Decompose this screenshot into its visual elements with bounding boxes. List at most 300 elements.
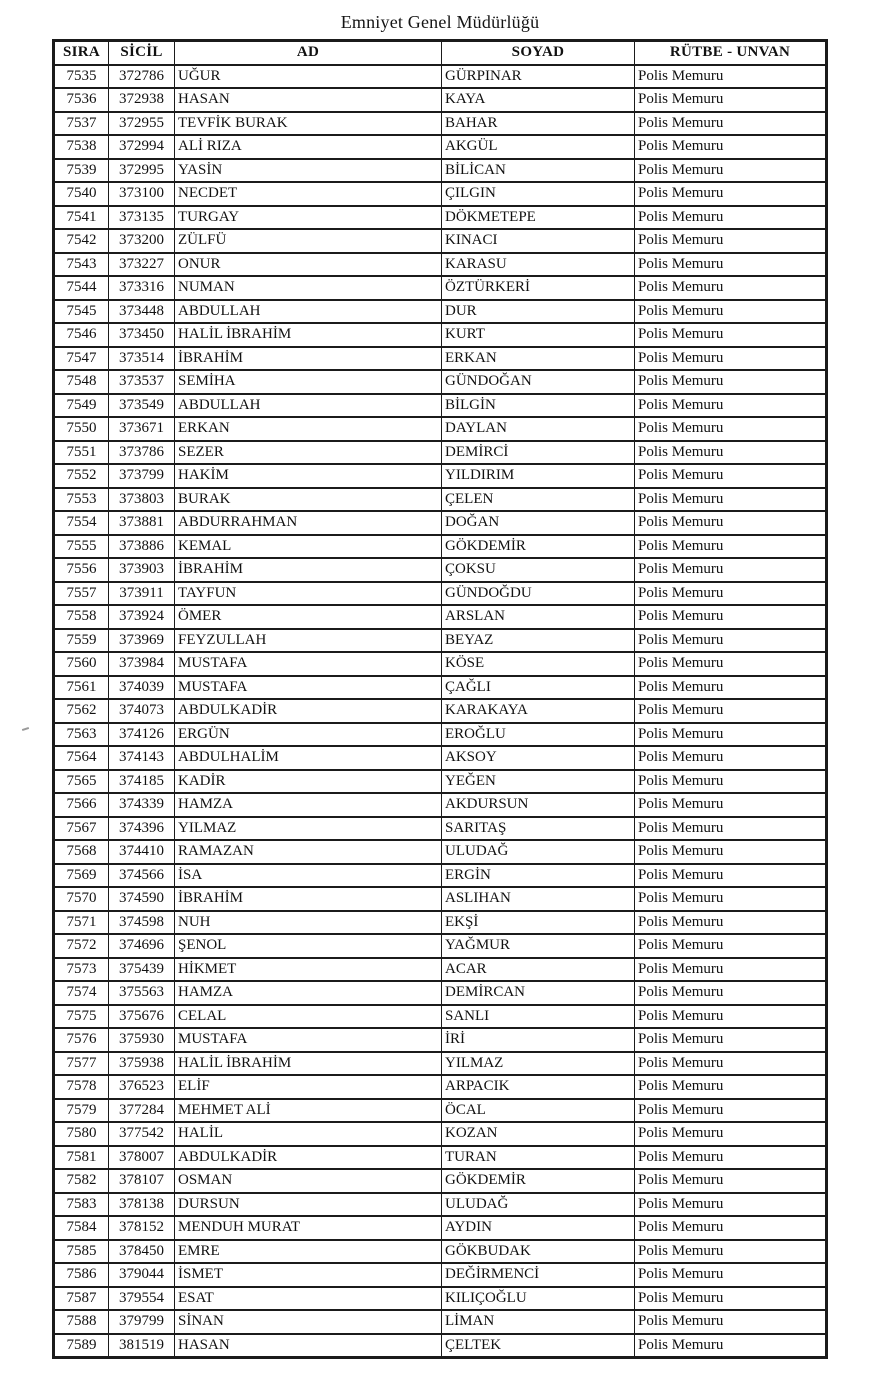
rutbe-unvan-cell: Polis Memuru bbox=[635, 159, 827, 183]
rutbe-unvan-cell: Polis Memuru bbox=[635, 1028, 827, 1052]
table-row bbox=[54, 65, 827, 89]
soyad-cell: DEMİRCİ bbox=[442, 441, 635, 465]
table-row bbox=[54, 699, 827, 723]
sicil-cell: 373969 bbox=[109, 629, 175, 653]
sira-cell: 7542 bbox=[54, 229, 109, 253]
sicil-cell: 374185 bbox=[109, 770, 175, 794]
table-row bbox=[54, 1216, 827, 1240]
sicil-cell: 374126 bbox=[109, 723, 175, 747]
rutbe-unvan-cell: Polis Memuru bbox=[635, 1216, 827, 1240]
soyad-cell: ULUDAĞ bbox=[442, 840, 635, 864]
sira-cell: 7581 bbox=[54, 1146, 109, 1170]
ad-cell: İSMET bbox=[175, 1263, 442, 1287]
sicil-cell: 374143 bbox=[109, 746, 175, 770]
soyad-cell: GÜRPINAR bbox=[442, 65, 635, 89]
soyad-cell: KÖSE bbox=[442, 652, 635, 676]
page-title: Emniyet Genel Müdürlüğü bbox=[340, 12, 540, 32]
ad-cell: HAMZA bbox=[175, 793, 442, 817]
ad-cell: SEZER bbox=[175, 441, 442, 465]
ad-cell: MENDUH MURAT bbox=[175, 1216, 442, 1240]
soyad-cell: ÇELEN bbox=[442, 488, 635, 512]
sicil-cell: 372995 bbox=[109, 159, 175, 183]
table-row bbox=[54, 934, 827, 958]
sira-cell: 7574 bbox=[54, 981, 109, 1005]
soyad-cell: KURT bbox=[442, 323, 635, 347]
rutbe-unvan-cell: Polis Memuru bbox=[635, 206, 827, 230]
rutbe-unvan-cell: Polis Memuru bbox=[635, 582, 827, 606]
soyad-cell: BİLİCAN bbox=[442, 159, 635, 183]
rutbe-unvan-cell: Polis Memuru bbox=[635, 981, 827, 1005]
ad-cell: YILMAZ bbox=[175, 817, 442, 841]
ad-cell: CELAL bbox=[175, 1005, 442, 1029]
ad-cell: ELİF bbox=[175, 1075, 442, 1099]
soyad-cell: ASLIHAN bbox=[442, 887, 635, 911]
sicil-cell: 374566 bbox=[109, 864, 175, 888]
ad-cell: ABDURRAHMAN bbox=[175, 511, 442, 535]
soyad-cell: KOZAN bbox=[442, 1122, 635, 1146]
sicil-cell: 372955 bbox=[109, 112, 175, 136]
soyad-cell: DUR bbox=[442, 300, 635, 324]
sicil-cell: 372938 bbox=[109, 88, 175, 112]
sira-cell: 7577 bbox=[54, 1052, 109, 1076]
sira-cell: 7563 bbox=[54, 723, 109, 747]
sicil-cell: 372786 bbox=[109, 65, 175, 89]
sira-cell: 7585 bbox=[54, 1240, 109, 1264]
rutbe-unvan-cell: Polis Memuru bbox=[635, 112, 827, 136]
sicil-cell: 373549 bbox=[109, 394, 175, 418]
sicil-cell: 373448 bbox=[109, 300, 175, 324]
ad-cell: ALİ RIZA bbox=[175, 135, 442, 159]
sira-cell: 7588 bbox=[54, 1310, 109, 1334]
soyad-cell: GÖKBUDAK bbox=[442, 1240, 635, 1264]
ad-cell: ÖMER bbox=[175, 605, 442, 629]
sicil-cell: 374073 bbox=[109, 699, 175, 723]
ad-cell: KADİR bbox=[175, 770, 442, 794]
table-row bbox=[54, 911, 827, 935]
rutbe-unvan-cell: Polis Memuru bbox=[635, 605, 827, 629]
table-row bbox=[54, 958, 827, 982]
sira-cell: 7557 bbox=[54, 582, 109, 606]
sira-cell: 7568 bbox=[54, 840, 109, 864]
table-row bbox=[54, 652, 827, 676]
soyad-cell: ÇAĞLI bbox=[442, 676, 635, 700]
column-header-rutbe-unvan: RÜTBE - UNVAN bbox=[635, 41, 827, 65]
table-row bbox=[54, 793, 827, 817]
sira-cell: 7550 bbox=[54, 417, 109, 441]
soyad-cell: ÇELTEK bbox=[442, 1334, 635, 1358]
rutbe-unvan-cell: Polis Memuru bbox=[635, 417, 827, 441]
rutbe-unvan-cell: Polis Memuru bbox=[635, 958, 827, 982]
ad-cell: FEYZULLAH bbox=[175, 629, 442, 653]
sicil-cell: 373450 bbox=[109, 323, 175, 347]
soyad-cell: DEMİRCAN bbox=[442, 981, 635, 1005]
sicil-cell: 373135 bbox=[109, 206, 175, 230]
table-row bbox=[54, 300, 827, 324]
sicil-cell: 373924 bbox=[109, 605, 175, 629]
sicil-cell: 373881 bbox=[109, 511, 175, 535]
sira-cell: 7546 bbox=[54, 323, 109, 347]
ad-cell: KEMAL bbox=[175, 535, 442, 559]
sira-cell: 7545 bbox=[54, 300, 109, 324]
table-row bbox=[54, 323, 827, 347]
ad-cell: HASAN bbox=[175, 1334, 442, 1358]
sira-cell: 7575 bbox=[54, 1005, 109, 1029]
sira-cell: 7536 bbox=[54, 88, 109, 112]
sira-cell: 7548 bbox=[54, 370, 109, 394]
rutbe-unvan-cell: Polis Memuru bbox=[635, 1005, 827, 1029]
ad-cell: HASAN bbox=[175, 88, 442, 112]
ad-cell: TEVFİK BURAK bbox=[175, 112, 442, 136]
sira-cell: 7572 bbox=[54, 934, 109, 958]
table-row bbox=[54, 112, 827, 136]
sicil-cell: 374039 bbox=[109, 676, 175, 700]
table-row bbox=[54, 182, 827, 206]
sicil-cell: 375439 bbox=[109, 958, 175, 982]
sira-cell: 7544 bbox=[54, 276, 109, 300]
rutbe-unvan-cell: Polis Memuru bbox=[635, 699, 827, 723]
ad-cell: HAKİM bbox=[175, 464, 442, 488]
sicil-cell: 377284 bbox=[109, 1099, 175, 1123]
table-body bbox=[54, 65, 827, 1358]
ad-cell: ABDULLAH bbox=[175, 394, 442, 418]
ad-cell: BURAK bbox=[175, 488, 442, 512]
soyad-cell: KINACI bbox=[442, 229, 635, 253]
sira-cell: 7540 bbox=[54, 182, 109, 206]
sira-cell: 7580 bbox=[54, 1122, 109, 1146]
table-row bbox=[54, 1169, 827, 1193]
soyad-cell: YAĞMUR bbox=[442, 934, 635, 958]
table-row bbox=[54, 417, 827, 441]
sira-cell: 7570 bbox=[54, 887, 109, 911]
ad-cell: İBRAHİM bbox=[175, 887, 442, 911]
sira-cell: 7584 bbox=[54, 1216, 109, 1240]
soyad-cell: ULUDAĞ bbox=[442, 1193, 635, 1217]
sira-cell: 7541 bbox=[54, 206, 109, 230]
rutbe-unvan-cell: Polis Memuru bbox=[635, 464, 827, 488]
table-row bbox=[54, 88, 827, 112]
ad-cell: ABDULKADİR bbox=[175, 1146, 442, 1170]
sira-cell: 7583 bbox=[54, 1193, 109, 1217]
rutbe-unvan-cell: Polis Memuru bbox=[635, 394, 827, 418]
rutbe-unvan-cell: Polis Memuru bbox=[635, 746, 827, 770]
sira-cell: 7538 bbox=[54, 135, 109, 159]
ad-cell: SEMİHA bbox=[175, 370, 442, 394]
ad-cell: MUSTAFA bbox=[175, 676, 442, 700]
sira-cell: 7539 bbox=[54, 159, 109, 183]
ad-cell: HALİL İBRAHİM bbox=[175, 1052, 442, 1076]
soyad-cell: ÇOKSU bbox=[442, 558, 635, 582]
rutbe-unvan-cell: Polis Memuru bbox=[635, 323, 827, 347]
soyad-cell: KILIÇOĞLU bbox=[442, 1287, 635, 1311]
table-row bbox=[54, 1146, 827, 1170]
soyad-cell: EROĞLU bbox=[442, 723, 635, 747]
sicil-cell: 378107 bbox=[109, 1169, 175, 1193]
sicil-cell: 373984 bbox=[109, 652, 175, 676]
rutbe-unvan-cell: Polis Memuru bbox=[635, 1099, 827, 1123]
soyad-cell: AKGÜL bbox=[442, 135, 635, 159]
table-row bbox=[54, 840, 827, 864]
soyad-cell: BEYAZ bbox=[442, 629, 635, 653]
rutbe-unvan-cell: Polis Memuru bbox=[635, 629, 827, 653]
sira-cell: 7569 bbox=[54, 864, 109, 888]
rutbe-unvan-cell: Polis Memuru bbox=[635, 1052, 827, 1076]
sicil-cell: 378007 bbox=[109, 1146, 175, 1170]
sira-cell: 7565 bbox=[54, 770, 109, 794]
rutbe-unvan-cell: Polis Memuru bbox=[635, 723, 827, 747]
ad-cell: ABDULLAH bbox=[175, 300, 442, 324]
table-row bbox=[54, 441, 827, 465]
rutbe-unvan-cell: Polis Memuru bbox=[635, 1169, 827, 1193]
sira-cell: 7573 bbox=[54, 958, 109, 982]
ad-cell: UĞUR bbox=[175, 65, 442, 89]
sira-cell: 7561 bbox=[54, 676, 109, 700]
rutbe-unvan-cell: Polis Memuru bbox=[635, 441, 827, 465]
sicil-cell: 378152 bbox=[109, 1216, 175, 1240]
sicil-cell: 374590 bbox=[109, 887, 175, 911]
rutbe-unvan-cell: Polis Memuru bbox=[635, 934, 827, 958]
table-row bbox=[54, 1310, 827, 1334]
sicil-cell: 374339 bbox=[109, 793, 175, 817]
sira-cell: 7559 bbox=[54, 629, 109, 653]
soyad-cell: KAYA bbox=[442, 88, 635, 112]
table-row bbox=[54, 558, 827, 582]
rutbe-unvan-cell: Polis Memuru bbox=[635, 1075, 827, 1099]
sicil-cell: 373786 bbox=[109, 441, 175, 465]
soyad-cell: SANLI bbox=[442, 1005, 635, 1029]
ad-cell: MEHMET ALİ bbox=[175, 1099, 442, 1123]
rutbe-unvan-cell: Polis Memuru bbox=[635, 911, 827, 935]
sira-cell: 7547 bbox=[54, 347, 109, 371]
ad-cell: İBRAHİM bbox=[175, 558, 442, 582]
rutbe-unvan-cell: Polis Memuru bbox=[635, 1310, 827, 1334]
rutbe-unvan-cell: Polis Memuru bbox=[635, 817, 827, 841]
column-header-sicil: SİCİL bbox=[109, 41, 175, 65]
sicil-cell: 373316 bbox=[109, 276, 175, 300]
rutbe-unvan-cell: Polis Memuru bbox=[635, 88, 827, 112]
table-row bbox=[54, 1099, 827, 1123]
rutbe-unvan-cell: Polis Memuru bbox=[635, 652, 827, 676]
sira-cell: 7535 bbox=[54, 65, 109, 89]
sicil-cell: 373886 bbox=[109, 535, 175, 559]
table-row bbox=[54, 394, 827, 418]
table-row bbox=[54, 1052, 827, 1076]
rutbe-unvan-cell: Polis Memuru bbox=[635, 793, 827, 817]
sira-cell: 7558 bbox=[54, 605, 109, 629]
ad-cell: NUMAN bbox=[175, 276, 442, 300]
soyad-cell: ACAR bbox=[442, 958, 635, 982]
header-row bbox=[54, 41, 827, 65]
soyad-cell: AKDURSUN bbox=[442, 793, 635, 817]
table-row bbox=[54, 582, 827, 606]
soyad-cell: ÖCAL bbox=[442, 1099, 635, 1123]
rutbe-unvan-cell: Polis Memuru bbox=[635, 1287, 827, 1311]
ad-cell: TURGAY bbox=[175, 206, 442, 230]
sira-cell: 7586 bbox=[54, 1263, 109, 1287]
sicil-cell: 373903 bbox=[109, 558, 175, 582]
sicil-cell: 375930 bbox=[109, 1028, 175, 1052]
ad-cell: ABDULHALİM bbox=[175, 746, 442, 770]
rutbe-unvan-cell: Polis Memuru bbox=[635, 370, 827, 394]
sicil-cell: 379044 bbox=[109, 1263, 175, 1287]
sira-cell: 7556 bbox=[54, 558, 109, 582]
sira-cell: 7587 bbox=[54, 1287, 109, 1311]
soyad-cell: DAYLAN bbox=[442, 417, 635, 441]
table-row bbox=[54, 887, 827, 911]
table-row bbox=[54, 206, 827, 230]
table-row bbox=[54, 488, 827, 512]
soyad-cell: ERKAN bbox=[442, 347, 635, 371]
soyad-cell: BİLGİN bbox=[442, 394, 635, 418]
rutbe-unvan-cell: Polis Memuru bbox=[635, 1263, 827, 1287]
ad-cell: HALİL İBRAHİM bbox=[175, 323, 442, 347]
ad-cell: İBRAHİM bbox=[175, 347, 442, 371]
ad-cell: HALİL bbox=[175, 1122, 442, 1146]
ad-cell: YASİN bbox=[175, 159, 442, 183]
soyad-cell: ARPACIK bbox=[442, 1075, 635, 1099]
table-row bbox=[54, 1240, 827, 1264]
sicil-cell: 375938 bbox=[109, 1052, 175, 1076]
rutbe-unvan-cell: Polis Memuru bbox=[635, 770, 827, 794]
rutbe-unvan-cell: Polis Memuru bbox=[635, 1146, 827, 1170]
soyad-cell: GÖKDEMİR bbox=[442, 535, 635, 559]
sicil-cell: 374598 bbox=[109, 911, 175, 935]
rutbe-unvan-cell: Polis Memuru bbox=[635, 65, 827, 89]
ad-cell: ZÜLFÜ bbox=[175, 229, 442, 253]
rutbe-unvan-cell: Polis Memuru bbox=[635, 1334, 827, 1358]
sicil-cell: 379799 bbox=[109, 1310, 175, 1334]
sicil-cell: 375563 bbox=[109, 981, 175, 1005]
sicil-cell: 374696 bbox=[109, 934, 175, 958]
ad-cell: HAMZA bbox=[175, 981, 442, 1005]
column-header-ad: AD bbox=[175, 41, 442, 65]
soyad-cell: LİMAN bbox=[442, 1310, 635, 1334]
ad-cell: ERKAN bbox=[175, 417, 442, 441]
table-row bbox=[54, 770, 827, 794]
ad-cell: MUSTAFA bbox=[175, 1028, 442, 1052]
table-row bbox=[54, 1263, 827, 1287]
ad-cell: NUH bbox=[175, 911, 442, 935]
soyad-cell: ARSLAN bbox=[442, 605, 635, 629]
sira-cell: 7551 bbox=[54, 441, 109, 465]
sicil-cell: 373514 bbox=[109, 347, 175, 371]
soyad-cell: DOĞAN bbox=[442, 511, 635, 535]
sicil-cell: 373799 bbox=[109, 464, 175, 488]
ad-cell: ŞENOL bbox=[175, 934, 442, 958]
table-row bbox=[54, 746, 827, 770]
table-row bbox=[54, 605, 827, 629]
rutbe-unvan-cell: Polis Memuru bbox=[635, 558, 827, 582]
sira-cell: 7571 bbox=[54, 911, 109, 935]
sira-cell: 7564 bbox=[54, 746, 109, 770]
sicil-cell: 373671 bbox=[109, 417, 175, 441]
table-row bbox=[54, 676, 827, 700]
sira-cell: 7537 bbox=[54, 112, 109, 136]
ad-cell: TAYFUN bbox=[175, 582, 442, 606]
soyad-cell: KARASU bbox=[442, 253, 635, 277]
ad-cell: MUSTAFA bbox=[175, 652, 442, 676]
sicil-cell: 374396 bbox=[109, 817, 175, 841]
rutbe-unvan-cell: Polis Memuru bbox=[635, 864, 827, 888]
table-header bbox=[54, 41, 827, 65]
table-row bbox=[54, 1193, 827, 1217]
soyad-cell: GÜNDOĞAN bbox=[442, 370, 635, 394]
sira-cell: 7555 bbox=[54, 535, 109, 559]
soyad-cell: ÖZTÜRKERİ bbox=[442, 276, 635, 300]
soyad-cell: İRİ bbox=[442, 1028, 635, 1052]
sicil-cell: 373200 bbox=[109, 229, 175, 253]
ad-cell: ABDULKADİR bbox=[175, 699, 442, 723]
rutbe-unvan-cell: Polis Memuru bbox=[635, 1193, 827, 1217]
sicil-cell: 377542 bbox=[109, 1122, 175, 1146]
rutbe-unvan-cell: Polis Memuru bbox=[635, 511, 827, 535]
soyad-cell: TURAN bbox=[442, 1146, 635, 1170]
soyad-cell: SARITAŞ bbox=[442, 817, 635, 841]
soyad-cell: AKSOY bbox=[442, 746, 635, 770]
table-row bbox=[54, 159, 827, 183]
table-row bbox=[54, 1028, 827, 1052]
ad-cell: RAMAZAN bbox=[175, 840, 442, 864]
sira-cell: 7554 bbox=[54, 511, 109, 535]
rutbe-unvan-cell: Polis Memuru bbox=[635, 887, 827, 911]
sira-cell: 7567 bbox=[54, 817, 109, 841]
sicil-cell: 381519 bbox=[109, 1334, 175, 1358]
sira-cell: 7578 bbox=[54, 1075, 109, 1099]
soyad-cell: BAHAR bbox=[442, 112, 635, 136]
sira-cell: 7566 bbox=[54, 793, 109, 817]
ad-cell: ONUR bbox=[175, 253, 442, 277]
sicil-cell: 378450 bbox=[109, 1240, 175, 1264]
soyad-cell: GÜNDOĞDU bbox=[442, 582, 635, 606]
ad-cell: İSA bbox=[175, 864, 442, 888]
sicil-cell: 373911 bbox=[109, 582, 175, 606]
sicil-cell: 376523 bbox=[109, 1075, 175, 1099]
table-row bbox=[54, 723, 827, 747]
rutbe-unvan-cell: Polis Memuru bbox=[635, 535, 827, 559]
rutbe-unvan-cell: Polis Memuru bbox=[635, 347, 827, 371]
sira-cell: 7562 bbox=[54, 699, 109, 723]
column-header-soyad: SOYAD bbox=[442, 41, 635, 65]
rutbe-unvan-cell: Polis Memuru bbox=[635, 253, 827, 277]
sicil-cell: 373227 bbox=[109, 253, 175, 277]
ad-cell: EMRE bbox=[175, 1240, 442, 1264]
soyad-cell: YILDIRIM bbox=[442, 464, 635, 488]
table-row bbox=[54, 276, 827, 300]
table-row bbox=[54, 629, 827, 653]
soyad-cell: YILMAZ bbox=[442, 1052, 635, 1076]
sicil-cell: 374410 bbox=[109, 840, 175, 864]
personnel-table bbox=[52, 39, 828, 1359]
table-row bbox=[54, 1287, 827, 1311]
rutbe-unvan-cell: Polis Memuru bbox=[635, 135, 827, 159]
table-row bbox=[54, 864, 827, 888]
sicil-cell: 373100 bbox=[109, 182, 175, 206]
ad-cell: HİKMET bbox=[175, 958, 442, 982]
rutbe-unvan-cell: Polis Memuru bbox=[635, 840, 827, 864]
table-row bbox=[54, 817, 827, 841]
table-row bbox=[54, 135, 827, 159]
sicil-cell: 378138 bbox=[109, 1193, 175, 1217]
sicil-cell: 373537 bbox=[109, 370, 175, 394]
ad-cell: ERGÜN bbox=[175, 723, 442, 747]
rutbe-unvan-cell: Polis Memuru bbox=[635, 229, 827, 253]
sira-cell: 7579 bbox=[54, 1099, 109, 1123]
soyad-cell: GÖKDEMİR bbox=[442, 1169, 635, 1193]
soyad-cell: KARAKAYA bbox=[442, 699, 635, 723]
table-row bbox=[54, 1005, 827, 1029]
table-row bbox=[54, 253, 827, 277]
table-row bbox=[54, 535, 827, 559]
table-row bbox=[54, 981, 827, 1005]
